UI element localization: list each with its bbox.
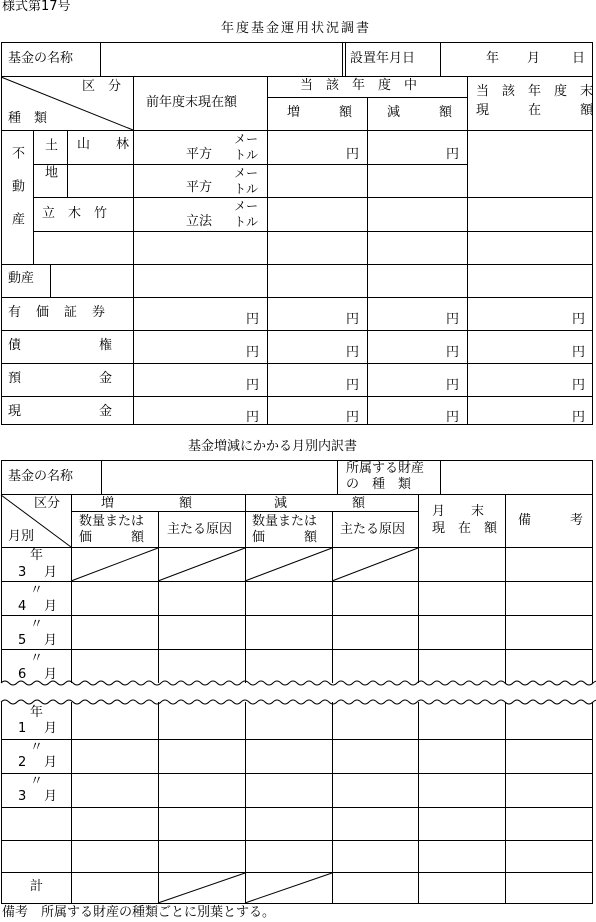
bonds-label: 債 権	[8, 338, 113, 353]
yen-bond-prev: 円	[246, 345, 260, 360]
yen-sec-end: 円	[572, 312, 586, 327]
asset-type-field[interactable]	[442, 462, 590, 493]
month-char-6: 月	[44, 667, 58, 682]
unit-toru-1: トル	[234, 148, 259, 162]
movables-label: 動産	[8, 271, 35, 286]
total-label: 計	[30, 879, 44, 894]
land-label: 土地	[42, 138, 57, 192]
month-num-3: 3	[18, 565, 27, 580]
month-char-5: 月	[44, 633, 58, 648]
yen-forest-inc: 円	[346, 147, 360, 162]
fund-name-label: 基金の名称	[8, 51, 74, 66]
securities-label: 有 価 証 券	[8, 305, 107, 320]
cash-label: 現 金	[8, 404, 113, 419]
date-year: 年	[486, 51, 500, 66]
year-char-2: 年	[30, 705, 44, 720]
yen-dep-inc: 円	[346, 378, 360, 393]
yen-forest-dec: 円	[446, 147, 460, 162]
asset-type-label-2: の 種 類	[346, 477, 412, 492]
month-num-3b: 3	[18, 789, 27, 804]
month-num-5: 5	[18, 633, 27, 648]
yen-cash-dec: 円	[446, 410, 460, 425]
header-current-end-1: 当 該 年 度 末	[476, 84, 594, 99]
fund-name-field[interactable]	[102, 44, 340, 75]
t2-inc-qty-2: 価 額	[79, 530, 145, 545]
yen-dep-dec: 円	[446, 378, 460, 393]
real-estate-label: 不動産	[9, 146, 24, 245]
header-decrease: 減 額	[387, 105, 453, 120]
t2-header-category: 区分	[34, 496, 61, 511]
t2-dec-qty-1: 数量または	[252, 514, 318, 529]
deposits-label: 預 金	[8, 371, 113, 386]
t2-remarks: 備 考	[518, 513, 584, 528]
unit-sq-1: 平方	[186, 147, 213, 162]
forest-label: 山 林	[77, 137, 130, 152]
t2-header-month: 月別	[8, 529, 35, 544]
month-num-6: 6	[18, 667, 27, 682]
set-date-label: 設置年月日	[350, 51, 416, 66]
yen-dep-end: 円	[572, 378, 586, 393]
yen-cash-prev: 円	[246, 410, 260, 425]
month-char-2: 月	[44, 755, 58, 770]
table2-title: 基金増減にかかる月別内訳書	[188, 439, 358, 454]
yen-dep-prev: 円	[246, 378, 260, 393]
month-char-3b: 月	[44, 789, 58, 804]
header-prev-balance: 前年度末現在額	[146, 95, 238, 110]
unit-toru-2: トル	[234, 182, 259, 196]
t2-month-end-2: 現 在 額	[432, 521, 498, 536]
date-day: 日	[572, 51, 586, 66]
footnote: 備考 所属する財産の種類ごとに別葉とする。	[2, 905, 276, 920]
t2-inc-qty-1: 数量または	[79, 514, 145, 529]
ditto-2: 〃	[30, 740, 44, 755]
unit-sq-2: 平方	[186, 180, 213, 195]
month-char-3: 月	[44, 565, 58, 580]
yen-sec-prev: 円	[246, 312, 260, 327]
yen-bond-dec: 円	[446, 345, 460, 360]
header-current-end-2: 現 在 額	[476, 103, 594, 118]
header-increase: 増 額	[287, 105, 353, 120]
yen-sec-dec: 円	[446, 312, 460, 327]
standing-trees-label: 立 木 竹	[42, 206, 108, 221]
unit-meter-2: メー	[234, 166, 259, 180]
header-current-year: 当 該 年 度 中	[300, 78, 418, 93]
year-char-1: 年	[30, 548, 44, 563]
ditto-6: 〃	[30, 651, 44, 666]
month-num-2: 2	[18, 755, 27, 770]
month-char-1: 月	[44, 721, 58, 736]
ditto-4: 〃	[30, 583, 44, 598]
ditto-3: 〃	[30, 774, 44, 789]
unit-vol: 立法	[186, 214, 213, 229]
table1-title: 年度基金運用状況調書	[221, 21, 372, 36]
yen-bond-end: 円	[572, 345, 586, 360]
t2-header-decrease: 減 額	[274, 496, 366, 511]
month-num-1: 1	[18, 721, 27, 736]
t2-fund-name-label: 基金の名称	[8, 469, 74, 484]
ditto-5: 〃	[30, 617, 44, 632]
t2-fund-name-field[interactable]	[103, 462, 335, 493]
asset-type-label-1: 所属する財産	[346, 461, 425, 476]
t2-dec-qty-2: 価 額	[252, 530, 318, 545]
form-number: 様式第17号	[2, 0, 71, 14]
t2-month-end-1: 月 末	[432, 504, 485, 519]
yen-cash-inc: 円	[346, 410, 360, 425]
yen-cash-end: 円	[572, 410, 586, 425]
unit-meter-1: メー	[234, 132, 259, 146]
yen-sec-inc: 円	[346, 312, 360, 327]
month-char-4: 月	[44, 599, 58, 614]
t2-header-increase: 増 額	[101, 496, 193, 511]
unit-meter-3: メー	[234, 199, 259, 213]
header-type: 種 類	[8, 111, 48, 126]
header-category: 区 分	[82, 79, 122, 94]
t2-inc-cause: 主たる原因	[167, 522, 233, 537]
unit-toru-3: トル	[234, 215, 259, 229]
t2-dec-cause: 主たる原因	[340, 522, 406, 537]
month-num-4: 4	[18, 599, 27, 614]
yen-bond-inc: 円	[346, 345, 360, 360]
date-month: 月	[527, 51, 541, 66]
